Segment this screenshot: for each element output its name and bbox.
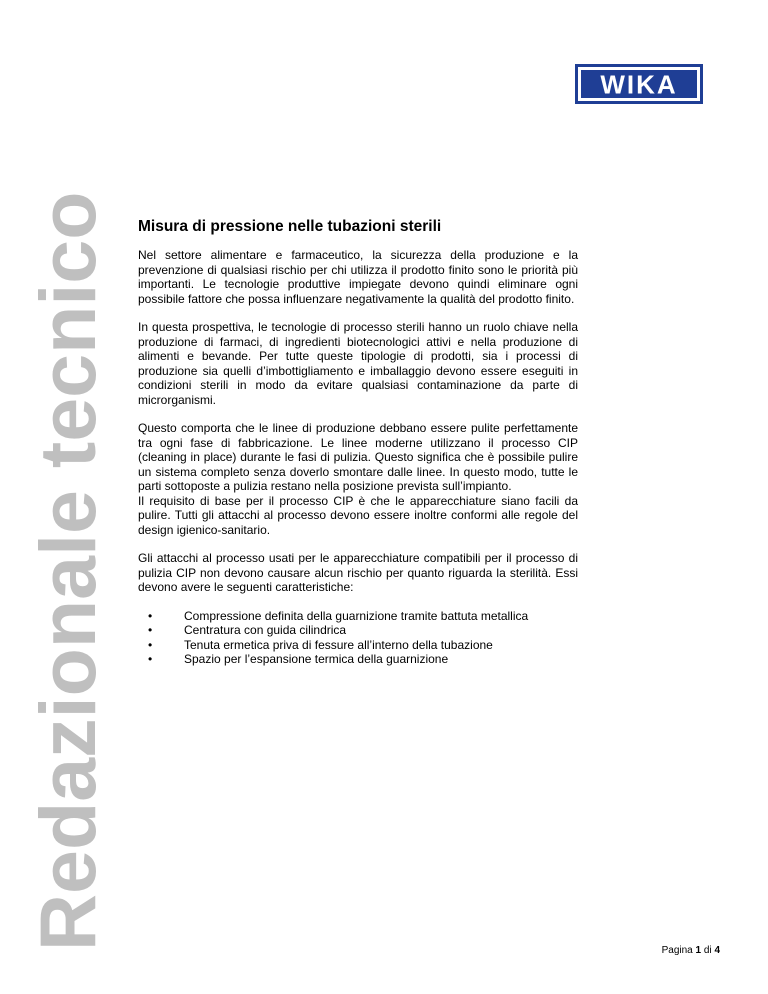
page-footer: [662, 945, 720, 956]
feature-list: [138, 609, 578, 667]
list-item-text: Spazio per l’espansione termica della guarnizione: [184, 652, 449, 666]
paragraph-cip-requirement: Il requisito di base per il processo CIP è che le apparecchiature siano facili da pulire. Tutti gli attacchi al processo devono essere inoltre conformi alle regole del design igienico-sanitario.: [138, 493, 578, 537]
list-item: [138, 623, 578, 638]
page-number: 1: [695, 945, 702, 956]
side-section-title: Redazionale tecnico: [23, 191, 112, 951]
list-item-text: Tenuta ermetica priva di fessure all’interno della tubazione: [184, 637, 493, 652]
logo-text: WIKA: [600, 69, 678, 100]
paragraph-cip-process: Questo comporta che le linee di produzione debbano essere pulite perfettamente tra ogni fase di fabbricazione. Le linee moderne utilizzano il processo CIP (cleaning in place) durante le fasi di pulizia. Questo significa che è possibile pulire un sistema completo senza doverlo smontare dalle linee. In questo modo, tutte le parti sottoposte a pulizia restano nella posizione prevista sull’impianto.: [138, 421, 578, 493]
page-total: 4: [714, 945, 720, 956]
list-item-text: Centratura con guida cilindrica: [184, 623, 347, 637]
list-item: [138, 609, 578, 624]
page-label: Pagina: [661, 945, 693, 956]
list-item: [138, 652, 578, 667]
list-item-text: Compressione definita della guarnizione tramite battuta metallica: [184, 608, 529, 623]
paragraph-intro: Nel settore alimentare e farmaceutico, la sicurezza della produzione e la prevenzione di qualsiasi rischio per chi utilizza il prodotto finito sono le priorità più importanti. Le tecnologie produttive impiegate devono quindi eliminare ogni possibile fattore che possa influenzare negativamente la qualità del prodotto finito.: [138, 248, 578, 306]
paragraph-connections: Gli attacchi al processo usati per le apparecchiature compatibili per il processo di pulizia CIP non devono causare alcun rischio per quanto riguarda la sterilità. Essi devono avere le seguenti caratteristiche:: [138, 551, 578, 594]
bullet-icon: •: [148, 608, 153, 623]
bullet-icon: •: [148, 637, 153, 652]
wika-logo: [575, 64, 703, 104]
bullet-icon: •: [148, 623, 153, 637]
bullet-icon: •: [148, 652, 153, 666]
paragraph-sterile-tech: In questa prospettiva, le tecnologie di processo sterili hanno un ruolo chiave nella produzione di farmaci, di ingredienti biotecnologici attivi e nella produzione di alimenti e bevande. Per tutte queste tipologie di prodotti, sia i processi di produzione sia quelli d’imbottigliamento e imballaggio devono essere eseguiti in condizioni sterili in modo da evitare qualsiasi contaminazione da parte di microrganismi.: [138, 320, 578, 407]
list-item: [138, 638, 578, 653]
page-of-label: di: [703, 945, 712, 956]
article-title: Misura di pressione nelle tubazioni sterili: [138, 218, 442, 235]
article-body: [138, 218, 578, 667]
